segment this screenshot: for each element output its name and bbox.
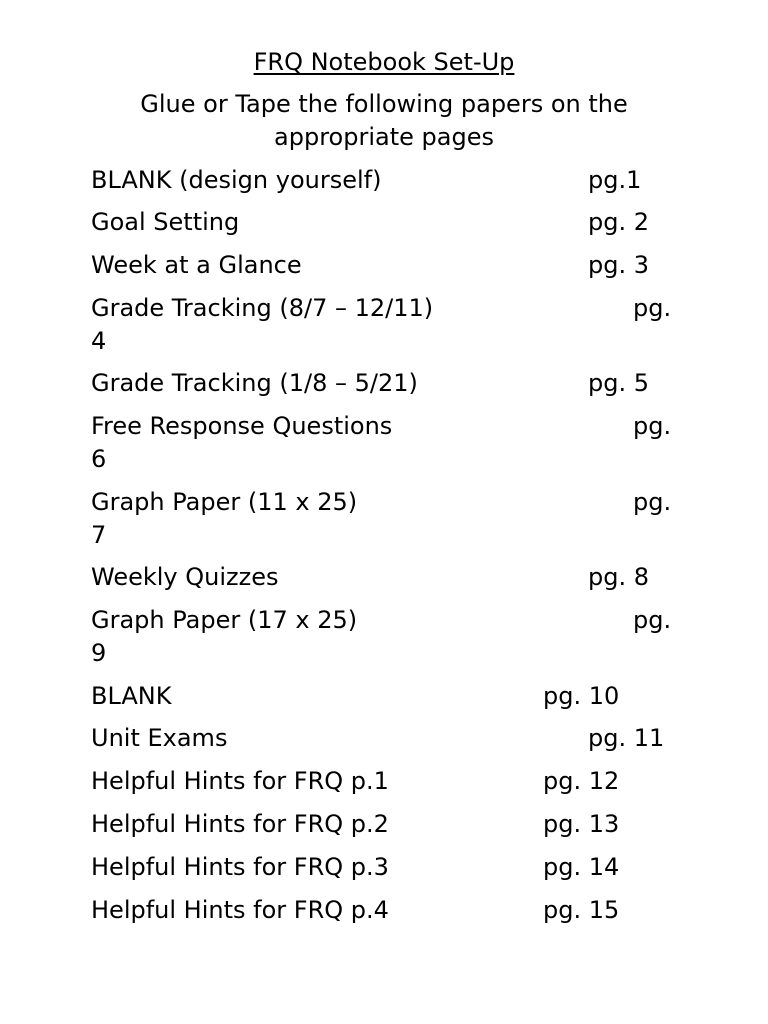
entry-page-number: 7 xyxy=(91,521,107,549)
entry-page: pg. 10 xyxy=(543,682,620,710)
entry-label: Unit Exams xyxy=(91,724,228,752)
entry-page: pg. 13 xyxy=(543,810,620,838)
entry-label: Graph Paper (11 x 25) xyxy=(91,488,358,516)
entry-page: pg. 2 xyxy=(588,208,649,236)
entry-label: Weekly Quizzes xyxy=(91,563,279,591)
entry-page: pg. 14 xyxy=(543,853,620,881)
entry-label: Free Response Questions xyxy=(91,412,393,440)
page-title: FRQ Notebook Set-Up xyxy=(253,48,515,76)
entry-label: BLANK xyxy=(91,682,172,710)
entry-page-number: 4 xyxy=(91,327,107,355)
entry-label: Helpful Hints for FRQ p.2 xyxy=(91,810,389,838)
entry-label: Week at a Glance xyxy=(91,251,302,279)
entry-label: Goal Setting xyxy=(91,208,240,236)
entry-label: Helpful Hints for FRQ p.3 xyxy=(91,853,389,881)
entry-label: Helpful Hints for FRQ p.4 xyxy=(91,896,389,924)
entry-page-number: 6 xyxy=(91,445,107,473)
page-subtitle: Glue or Tape the following papers on the appropriate pages xyxy=(140,90,628,151)
entry-page-number: 9 xyxy=(91,639,107,667)
entry-label: Grade Tracking (1/8 – 5/21) xyxy=(91,369,418,397)
entry-page: pg. xyxy=(633,294,672,322)
entry-page: pg. 11 xyxy=(588,724,665,752)
entry-page: pg. 15 xyxy=(543,896,620,924)
entry-label: Helpful Hints for FRQ p.1 xyxy=(91,767,389,795)
entry-page: pg. 3 xyxy=(588,251,649,279)
entry-page: pg. 12 xyxy=(543,767,620,795)
entry-page: pg. 5 xyxy=(588,369,649,397)
entry-label: BLANK (design yourself) xyxy=(91,166,382,194)
entry-page: pg. 8 xyxy=(588,563,649,591)
entry-page: pg.1 xyxy=(588,166,642,194)
entry-label: Graph Paper (17 x 25) xyxy=(91,606,358,634)
entry-page: pg. xyxy=(633,488,672,516)
entry-page: pg. xyxy=(633,606,672,634)
entry-label: Grade Tracking (8/7 – 12/11) xyxy=(91,294,434,322)
entry-page: pg. xyxy=(633,412,672,440)
